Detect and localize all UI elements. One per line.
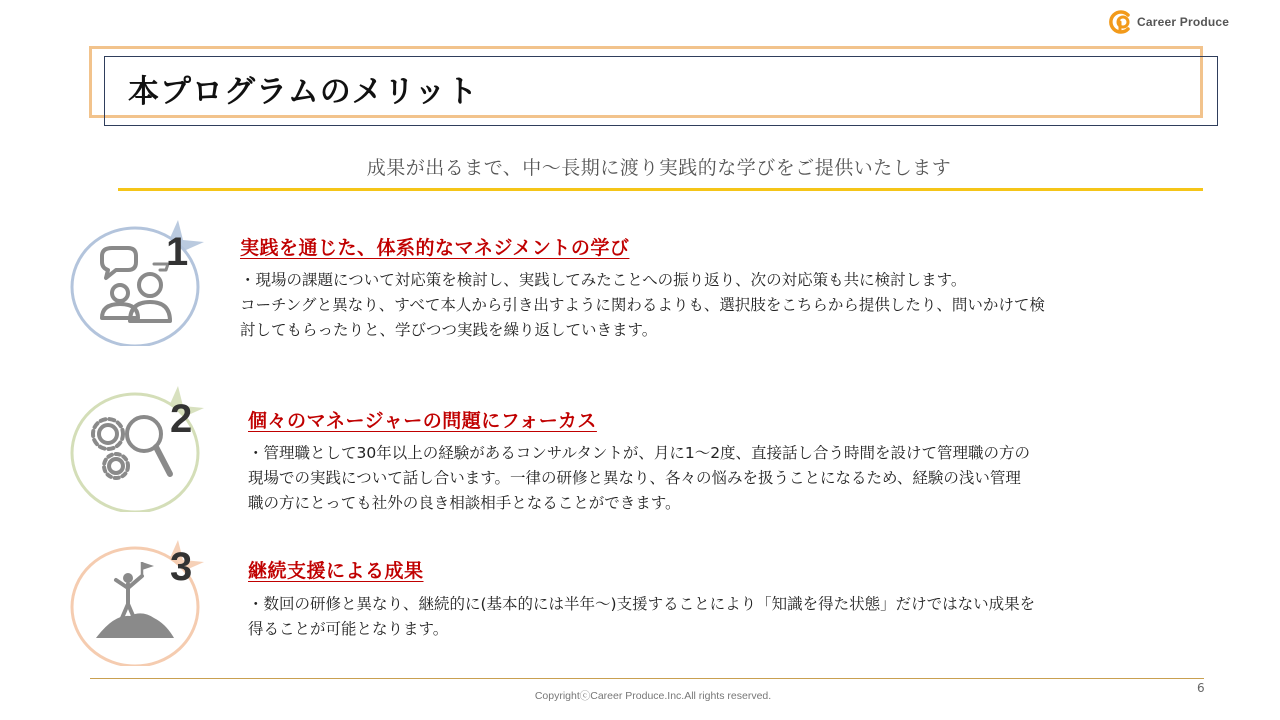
item-2-body (248, 441, 1030, 516)
page-subtitle: 成果が出るまで、中～長期に渡り実践的な学びをご提供いたします (366, 157, 952, 179)
item-3-body (248, 592, 1035, 642)
footer-divider (90, 678, 1204, 679)
item-2-body-line: 現場での実践について話し合います。一律の研修と異なり、各々の悩みを扱うことになるため、経験の浅い管理 (248, 469, 1021, 487)
item-1-body-line: ・現場の課題について対応策を検討し、実践してみたことへの振り返り、次の対応策も共に検討します。 (240, 271, 967, 289)
item-1-body (240, 268, 1045, 343)
item-3-heading: 継続支援による成果 (248, 560, 424, 582)
logo-text: Career Produce (1137, 15, 1230, 29)
page-number: 6 (1197, 681, 1205, 695)
company-logo (1108, 9, 1229, 35)
item-3-body-line: 得ることが可能となります。 (248, 620, 449, 638)
item-2-heading: 個々のマネージャーの問題にフォーカス (248, 410, 597, 432)
career-produce-logo-icon (1108, 9, 1134, 35)
page-title: 本プログラムのメリット (128, 74, 479, 110)
item-1-body-line: 討してもらったりと、学びつつ実践を繰り返していきます。 (240, 321, 658, 339)
item-2-body-line: ・管理職として30年以上の経験があるコンサルタントが、月に1～2度、直接話し合う時間を設けて管理職の方の (248, 444, 1031, 462)
subtitle-divider (118, 188, 1203, 191)
item-3-body-line: ・数回の研修と異なり、継続的に(基本的には半年～)支援することにより「知識を得た状態」だけではない成果を (248, 595, 1036, 613)
item-2-number: 2 (170, 397, 193, 441)
item-3-number: 3 (170, 545, 193, 589)
item-1-number: 1 (166, 230, 189, 274)
copyright-notice: CopyrightⓒCareer Produce.Inc.All rights reserved. (534, 690, 772, 702)
item-1-body-line: コーチングと異なり、すべて本人から引き出すように関わるよりも、選択肢をこちらから提供したり、問いかけて検 (240, 296, 1045, 314)
item-1-heading: 実践を通じた、体系的なマネジメントの学び (240, 237, 630, 259)
item-2-body-line: 職の方にとっても社外の良き相談相手となることができます。 (248, 494, 681, 512)
